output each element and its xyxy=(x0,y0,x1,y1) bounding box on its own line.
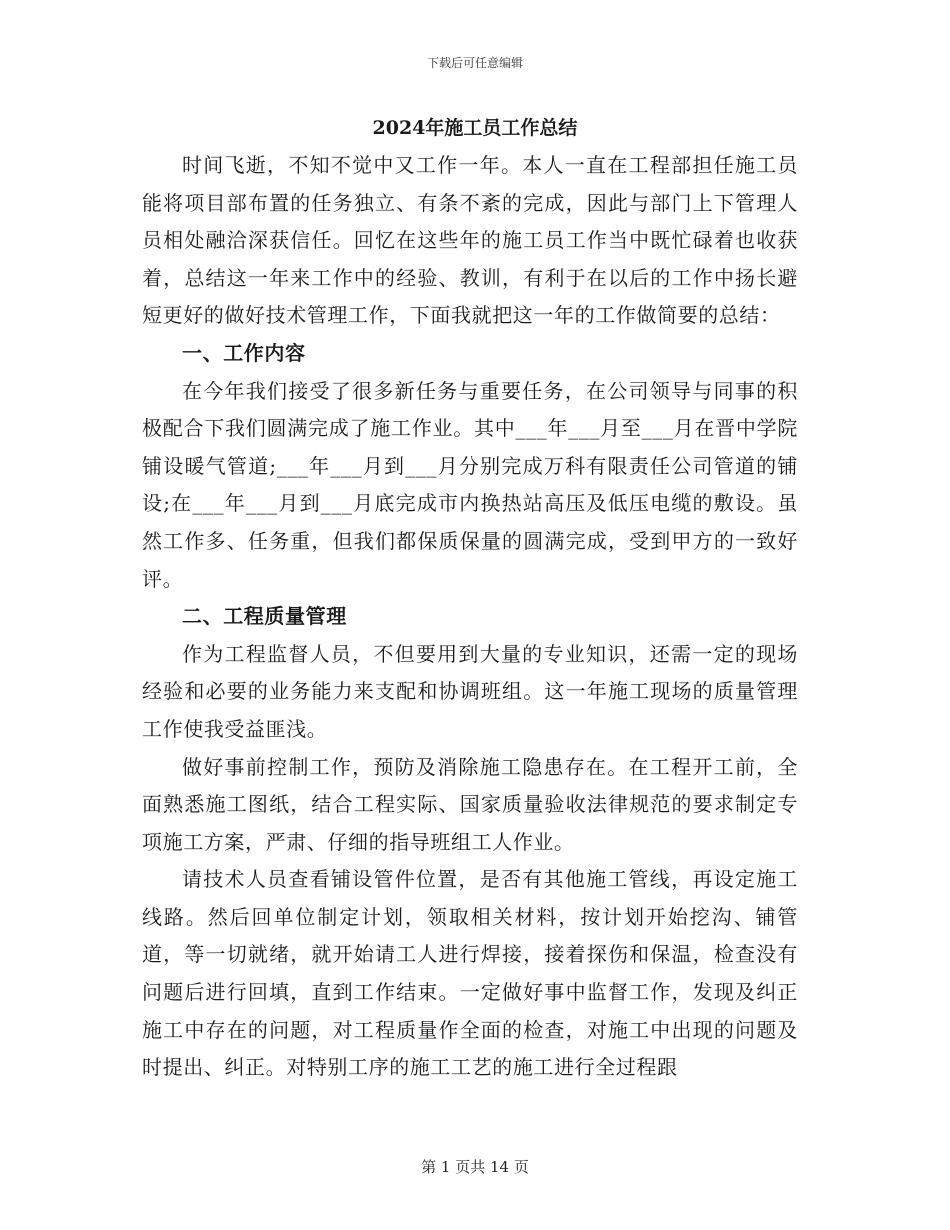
section-heading-work-content: 一、工作内容 xyxy=(182,340,306,365)
section-heading-quality-management: 二、工程质量管理 xyxy=(182,604,347,629)
page-footer: 第 1 页共 14 页 xyxy=(421,1158,529,1176)
document-title: 2024年施工员工作总结 xyxy=(372,117,578,139)
quality-paragraph-3: 请技术人员查看铺设管件位置，是否有其他施工管线，再设定施工线路。然后回单位制定计划，领取相关材料，按计划开始挖沟、铺管道，等一切就绪，就开始请工人进行焊接，接着探伤和保温，检查没有问题后进行回填，直到工作结束。一定做好事中监督工作，发现及纠正施工中存在的问题，对工程质量作全面的检查，对施工中出现的问题及时提出、纠正。对特别工序的施工工艺的施工进行全过程跟 xyxy=(142,867,798,1080)
document-body xyxy=(142,147,798,1087)
quality-paragraph-1: 作为工程监督人员，不但要用到大量的专业知识，还需一定的现场经验和必要的业务能力来支配和协调班组。这一年施工现场的质量管理工作使我受益匪浅。 xyxy=(142,641,798,741)
page-header-note: 下载后可任意编辑 xyxy=(426,56,523,70)
intro-paragraph: 时间飞逝，不知不觉中又工作一年。本人一直在工程部担任施工员能将项目部布置的任务独立、有条不紊的完成，因此与部门上下管理人员相处融洽深获信任。回忆在这些年的施工员工作当中既忙碌着也收获着，总结这一年来工作中的经验、教训，有利于在以后的工作中扬长避短更好的做好技术管理工作，下面我就把这一年的工作做简要的总结： xyxy=(142,153,798,328)
quality-paragraph-2: 做好事前控制工作，预防及消除施工隐患存在。在工程开工前，全面熟悉施工图纸，结合工程实际、国家质量验收法律规范的要求制定专项施工方案，严肃、仔细的指导班组工人作业。 xyxy=(142,754,798,854)
work-content-paragraph: 在今年我们接受了很多新任务与重要任务，在公司领导与同事的积极配合下我们圆满完成了施工作业。其中___年___月至___月在晋中学院铺设暖气管道;___年___月到___月分别完成万科有限责任公司管道的铺设;在___年___月到___月底完成市内换热站高压及低压电缆的敷设。虽然工作多、任务重，但我们都保质保量的圆满完成，受到甲方的一致好评。 xyxy=(142,378,798,591)
